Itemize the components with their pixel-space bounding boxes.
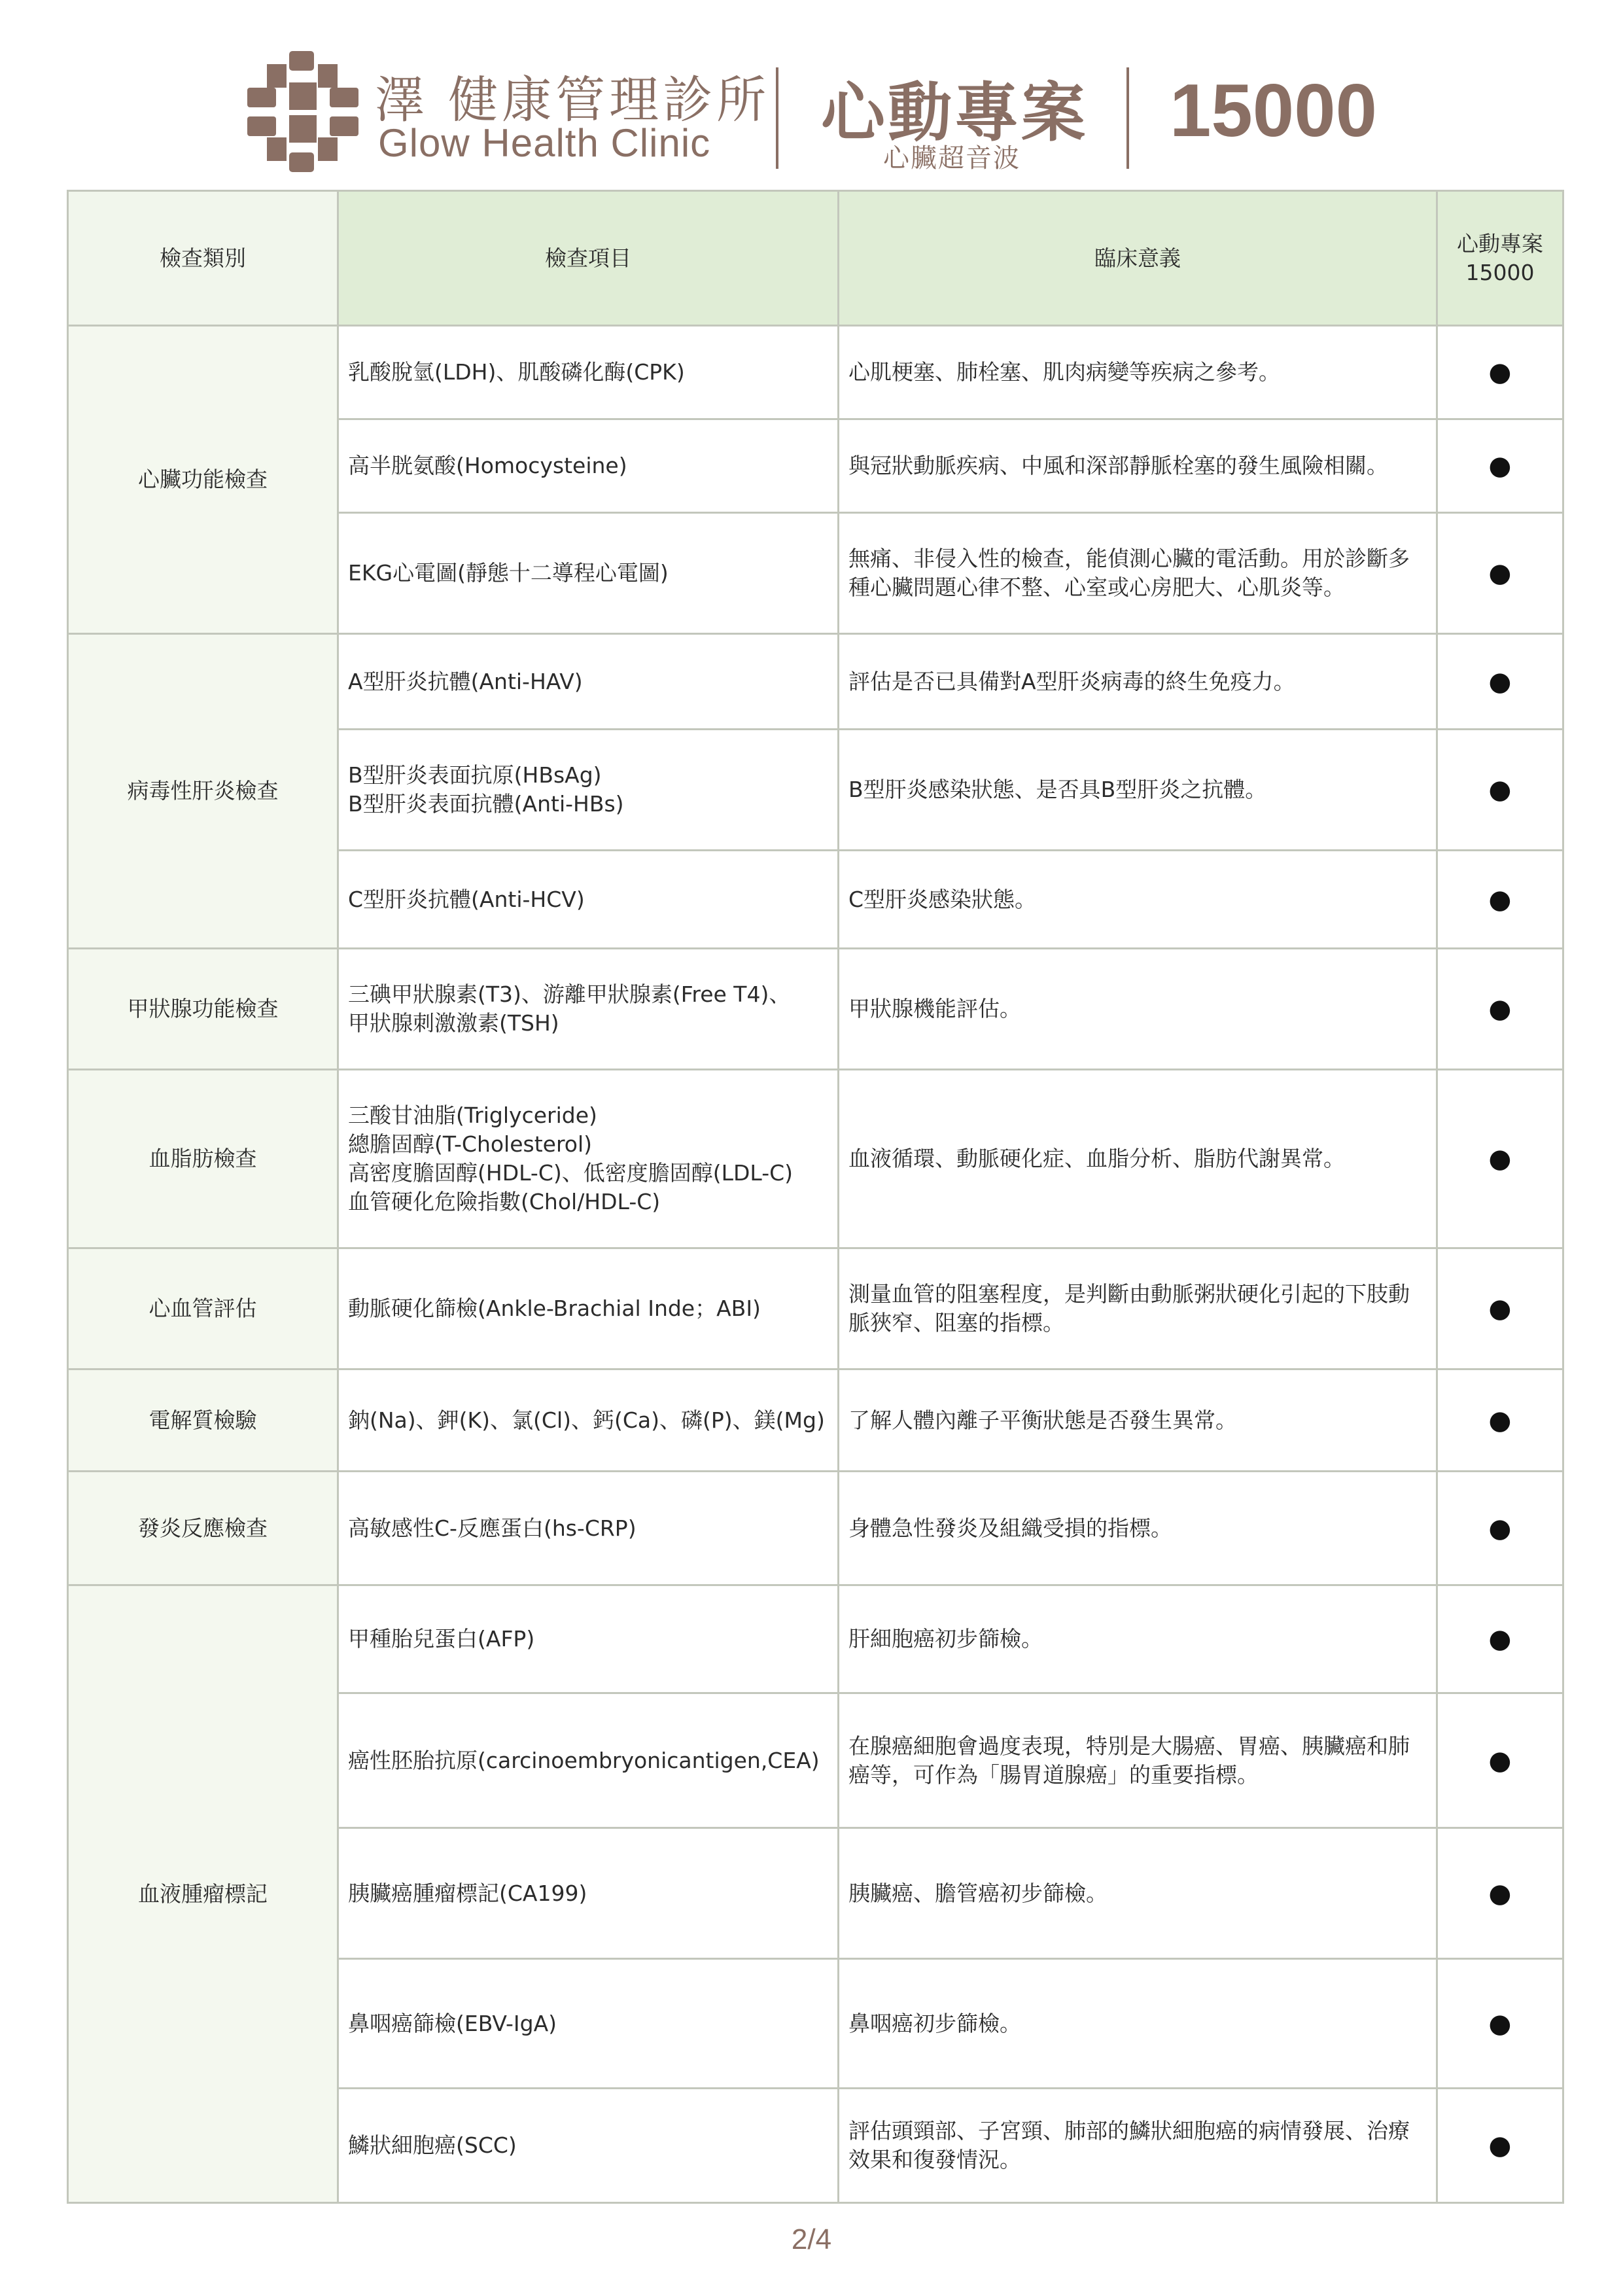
page-number: 2/4 bbox=[791, 2223, 832, 2255]
meaning-cell: C型肝炎感染狀態。 bbox=[839, 851, 1437, 949]
item-cell: 三碘甲狀腺素(T3)、游離甲狀腺素(Free T4)、 甲狀腺刺激激素(TSH) bbox=[338, 949, 839, 1070]
meaning-cell: 無痛、非侵入性的檢查，能偵測心臟的電活動。用於診斷多 種心臟問題心律不整、心室或心房肥大、心肌炎等。 bbox=[839, 513, 1437, 634]
item-cell: A型肝炎抗體(Anti-HAV) bbox=[338, 634, 839, 730]
meaning-cell: 了解人體內離子平衡狀態是否發生異常。 bbox=[839, 1369, 1437, 1472]
header-divider bbox=[1126, 67, 1129, 169]
table-row bbox=[68, 1070, 1563, 1248]
meaning-cell: 測量血管的阻塞程度，是判斷由動脈粥狀硬化引起的下肢動 脈狹窄、阻塞的指標。 bbox=[839, 1248, 1437, 1369]
included-mark: ● bbox=[1437, 326, 1563, 419]
header-plan: 心動專案 15000 bbox=[1437, 191, 1563, 326]
category-cell: 心臟功能檢查 bbox=[68, 326, 338, 634]
meaning-cell: B型肝炎感染狀態、是否具B型肝炎之抗體。 bbox=[839, 730, 1437, 851]
included-mark: ● bbox=[1437, 513, 1563, 634]
plan-subtitle: 心臟超音波 bbox=[883, 143, 1021, 173]
included-mark: ● bbox=[1437, 1070, 1563, 1248]
meaning-cell: 鼻咽癌初步篩檢。 bbox=[839, 1959, 1437, 2089]
clinic-name-zh: 澤 健康管理診所 bbox=[375, 71, 771, 129]
included-mark: ● bbox=[1437, 1369, 1563, 1472]
plan-price: 15000 bbox=[1170, 69, 1378, 152]
item-cell: 鈉(Na)、鉀(K)、氯(Cl)、鈣(Ca)、磷(P)、鎂(Mg) bbox=[338, 1369, 839, 1472]
meaning-cell: 肝細胞癌初步篩檢。 bbox=[839, 1585, 1437, 1693]
included-mark: ● bbox=[1437, 1472, 1563, 1585]
category-cell: 電解質檢驗 bbox=[68, 1369, 338, 1472]
included-mark: ● bbox=[1437, 2089, 1563, 2203]
category-cell: 血脂肪檢查 bbox=[68, 1070, 338, 1248]
included-mark: ● bbox=[1437, 949, 1563, 1070]
item-cell: 高半胱氨酸(Homocysteine) bbox=[338, 419, 839, 513]
item-cell: 乳酸脫氫(LDH)、肌酸磷化酶(CPK) bbox=[338, 326, 839, 419]
clinic-name-en: Glow Health Clinic bbox=[378, 121, 711, 165]
table-row bbox=[68, 1472, 1563, 1585]
item-cell: EKG心電圖(靜態十二導程心電圖) bbox=[338, 513, 839, 634]
table-row bbox=[68, 326, 1563, 419]
item-cell: C型肝炎抗體(Anti-HCV) bbox=[338, 851, 839, 949]
table-row bbox=[68, 949, 1563, 1070]
category-cell: 病毒性肝炎檢查 bbox=[68, 634, 338, 949]
category-cell: 血液腫瘤標記 bbox=[68, 1585, 338, 2203]
included-mark: ● bbox=[1437, 1693, 1563, 1828]
meaning-cell: 在腺癌細胞會過度表現，特別是大腸癌、胃癌、胰臟癌和肺 癌等，可作為「腸胃道腺癌」的重要指標。 bbox=[839, 1693, 1437, 1828]
item-cell: 高敏感性C-反應蛋白(hs-CRP) bbox=[338, 1472, 839, 1585]
clinic-logo-icon bbox=[247, 51, 358, 172]
item-cell: 癌性胚胎抗原(carcinoembryonicantigen,CEA) bbox=[338, 1693, 839, 1828]
meaning-cell: 血液循環、動脈硬化症、血脂分析、脂肪代謝異常。 bbox=[839, 1070, 1437, 1248]
item-cell: 胰臟癌腫瘤標記(CA199) bbox=[338, 1828, 839, 1959]
meaning-cell: 評估是否已具備對A型肝炎病毒的終生免疫力。 bbox=[839, 634, 1437, 730]
meaning-cell: 身體急性發炎及組織受損的指標。 bbox=[839, 1472, 1437, 1585]
included-mark: ● bbox=[1437, 1585, 1563, 1693]
plan-name: 心動專案 bbox=[821, 76, 1089, 150]
table-row bbox=[68, 1369, 1563, 1472]
meaning-cell: 與冠狀動脈疾病、中風和深部靜脈栓塞的發生風險相關。 bbox=[839, 419, 1437, 513]
included-mark: ● bbox=[1437, 851, 1563, 949]
item-cell: 動脈硬化篩檢(Ankle-Brachial Inde；ABI) bbox=[338, 1248, 839, 1369]
exam-table bbox=[67, 190, 1564, 2204]
meaning-cell: 心肌梗塞、肺栓塞、肌肉病變等疾病之參考。 bbox=[839, 326, 1437, 419]
item-cell: 甲種胎兒蛋白(AFP) bbox=[338, 1585, 839, 1693]
table-header-row bbox=[68, 191, 1563, 326]
category-cell: 甲狀腺功能檢查 bbox=[68, 949, 338, 1070]
included-mark: ● bbox=[1437, 419, 1563, 513]
header-meaning: 臨床意義 bbox=[839, 191, 1437, 326]
table-row bbox=[68, 1585, 1563, 1693]
category-cell: 心血管評估 bbox=[68, 1248, 338, 1369]
header-divider bbox=[776, 67, 778, 169]
included-mark: ● bbox=[1437, 634, 1563, 730]
header-category: 檢查類別 bbox=[68, 191, 338, 326]
included-mark: ● bbox=[1437, 1828, 1563, 1959]
meaning-cell: 甲狀腺機能評估。 bbox=[839, 949, 1437, 1070]
item-cell: 鼻咽癌篩檢(EBV-IgA) bbox=[338, 1959, 839, 2089]
item-cell: 三酸甘油脂(Triglyceride) 總膽固醇(T-Cholesterol) 高密度膽固醇(HDL-C)、低密度膽固醇(LDL-C) 血管硬化危險指數(Chol/HDL-C) bbox=[338, 1070, 839, 1248]
category-cell: 發炎反應檢查 bbox=[68, 1472, 338, 1585]
table-row bbox=[68, 1248, 1563, 1369]
table-row bbox=[68, 634, 1563, 730]
included-mark: ● bbox=[1437, 730, 1563, 851]
included-mark: ● bbox=[1437, 1959, 1563, 2089]
header-item: 檢查項目 bbox=[338, 191, 839, 326]
item-cell: 鱗狀細胞癌(SCC) bbox=[338, 2089, 839, 2203]
meaning-cell: 胰臟癌、膽管癌初步篩檢。 bbox=[839, 1828, 1437, 1959]
included-mark: ● bbox=[1437, 1248, 1563, 1369]
page-header bbox=[0, 0, 1623, 190]
meaning-cell: 評估頭頸部、子宮頸、肺部的鱗狀細胞癌的病情發展、治療 效果和復發情況。 bbox=[839, 2089, 1437, 2203]
item-cell: B型肝炎表面抗原(HBsAg) B型肝炎表面抗體(Anti-HBs) bbox=[338, 730, 839, 851]
